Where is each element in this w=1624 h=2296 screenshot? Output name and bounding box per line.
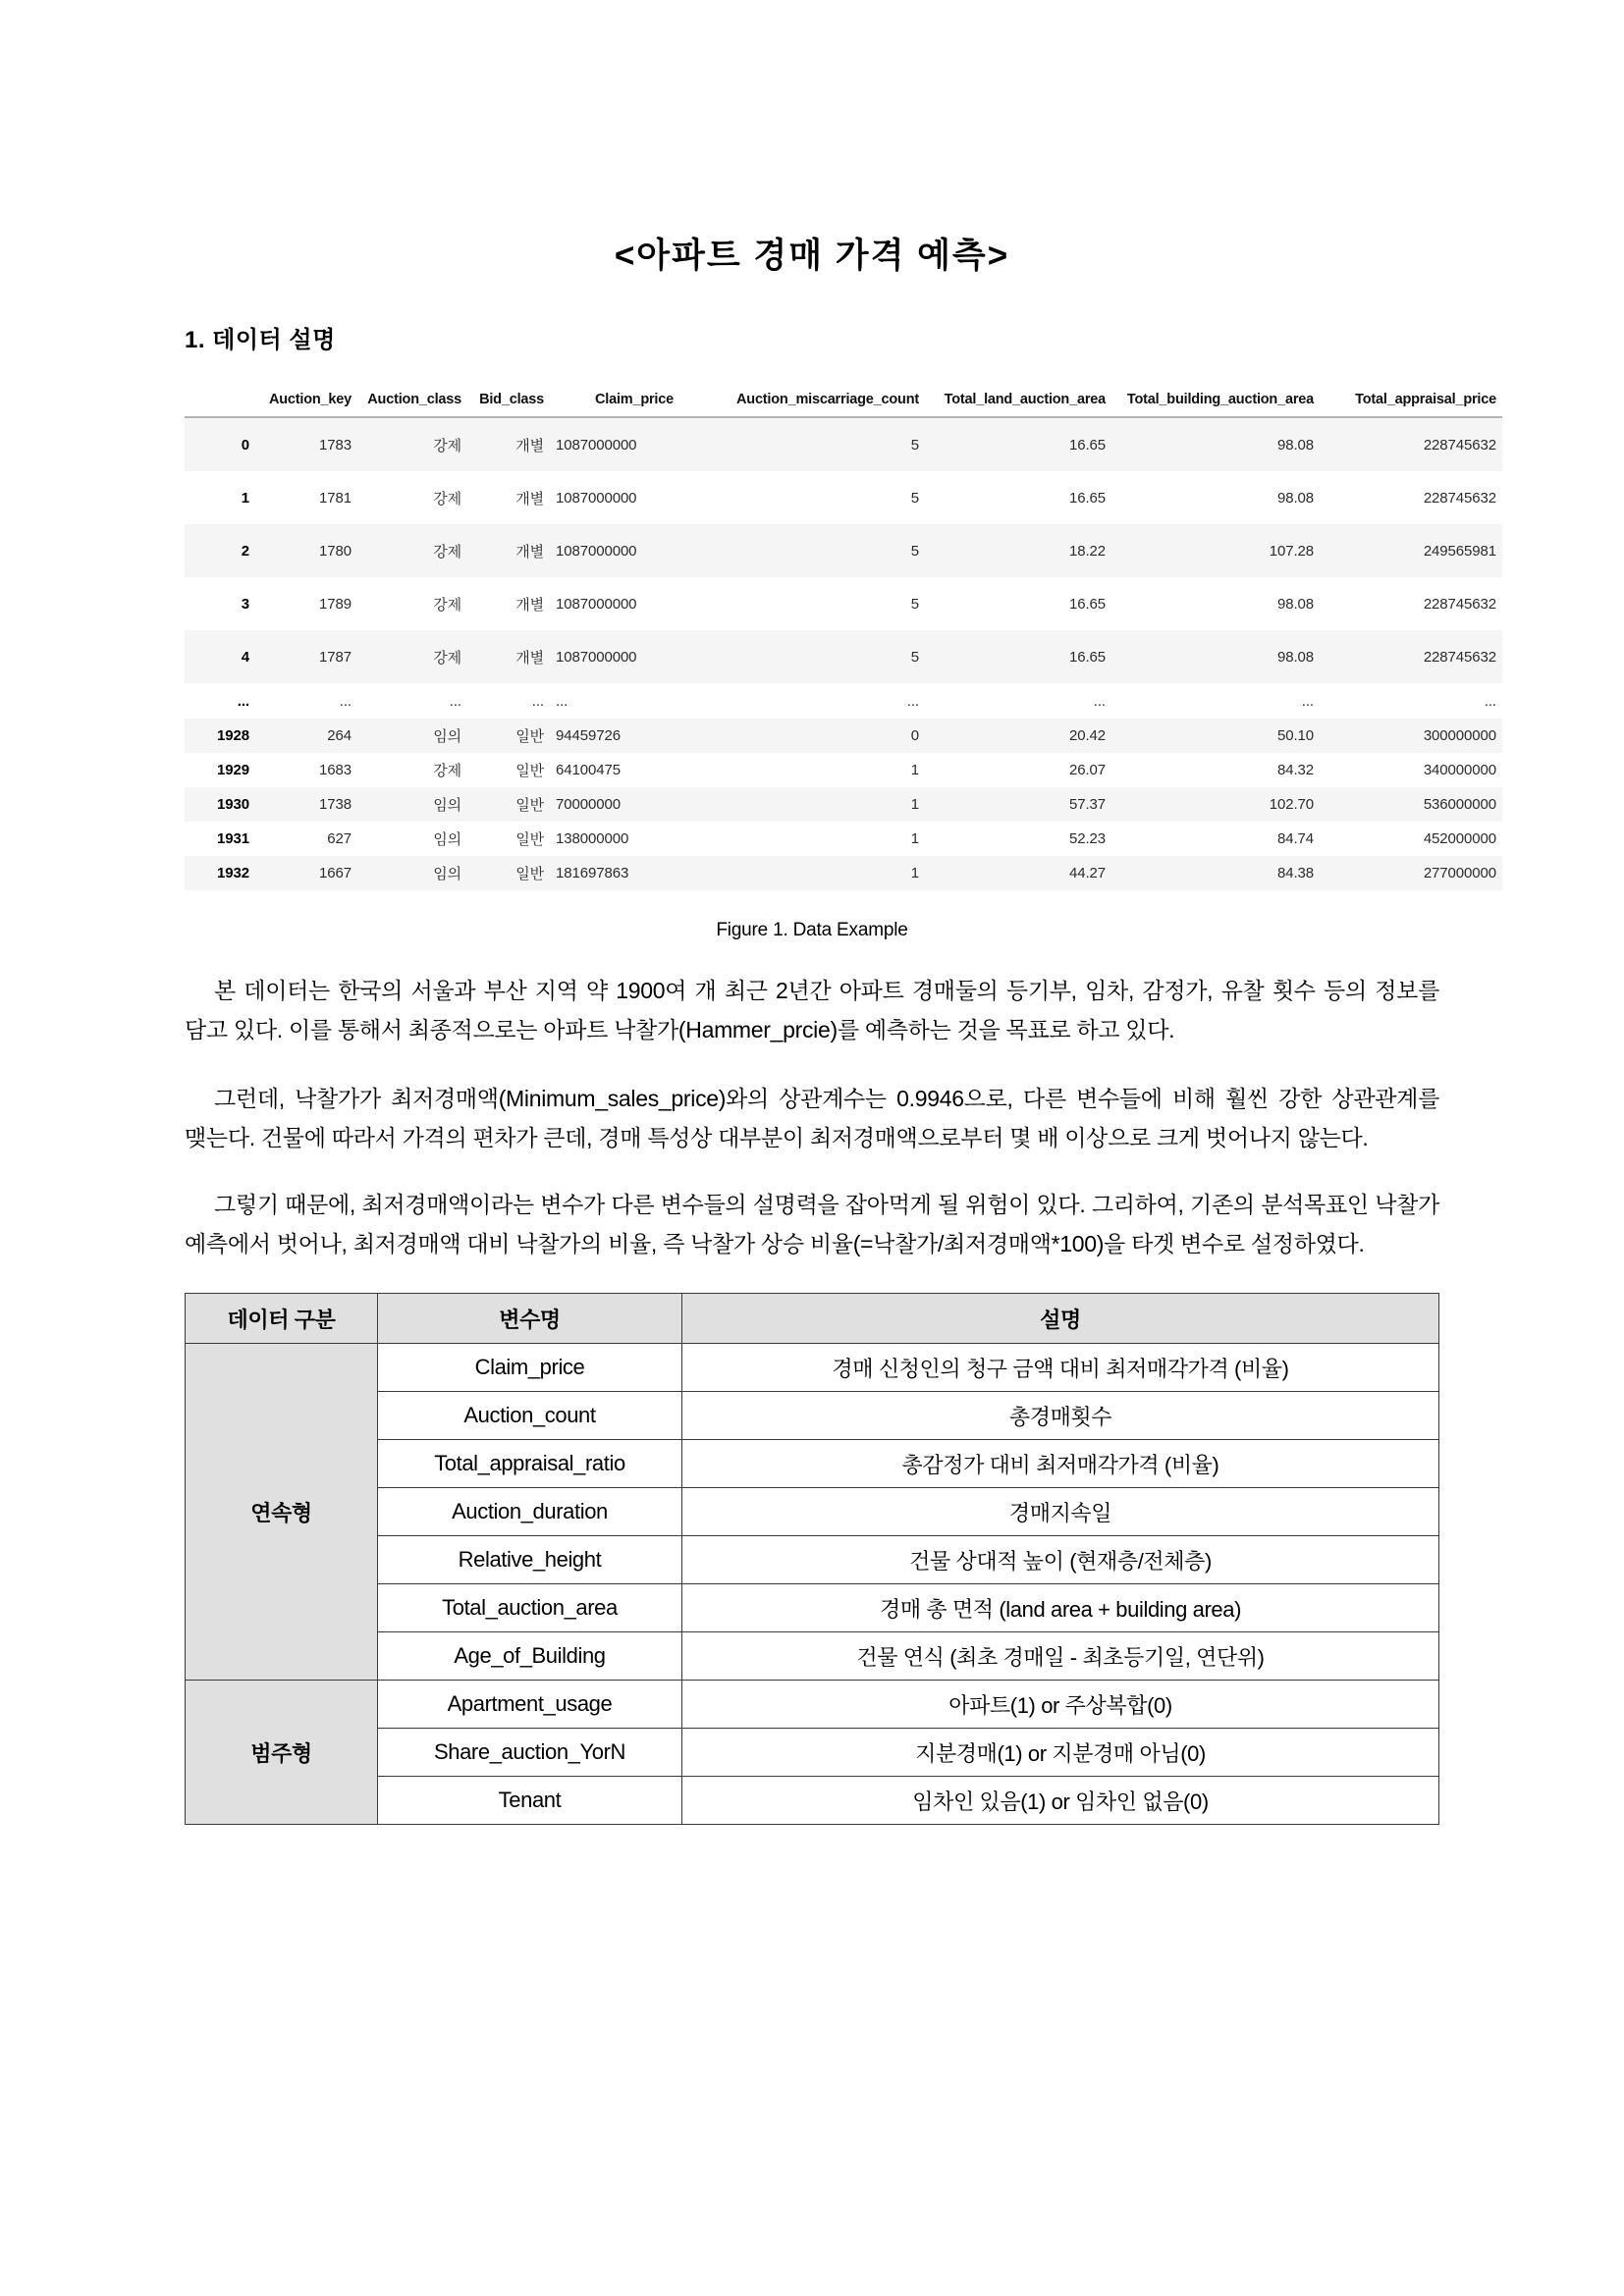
table-row <box>185 822 1502 856</box>
cell-bid-class: 일반 <box>515 728 544 745</box>
cell-auction-key: 1780 <box>319 542 352 560</box>
column-header-auction-key: Auction_key <box>255 392 357 417</box>
cell-appraisal-price: 300000000 <box>1423 727 1496 744</box>
row-index: 4 <box>241 648 249 666</box>
row-index: 1932 <box>217 865 249 881</box>
variable-description: 아파트(1) or 주상복합(0) <box>682 1681 1439 1729</box>
cell-land-area: 16.65 <box>1068 648 1106 666</box>
cell-auction-key: 1783 <box>319 436 352 454</box>
column-header-land-area: Total_land_auction_area <box>925 392 1111 417</box>
header-variable-name: 변수명 <box>378 1294 682 1344</box>
cell-auction-class: 강제 <box>433 490 461 507</box>
dataframe-table <box>185 392 1502 890</box>
cell-auction-key: 1667 <box>319 865 352 881</box>
cell-auction-key: 1738 <box>319 796 352 813</box>
row-index: 1929 <box>217 762 249 778</box>
cell-land-area: 44.27 <box>1068 865 1106 881</box>
variable-name: Auction_duration <box>378 1488 682 1536</box>
cell-building-area: 98.08 <box>1276 595 1314 613</box>
cell-auction-key: ... <box>339 692 352 710</box>
cell-auction-class: 임의 <box>433 797 461 814</box>
cell-auction-key: 264 <box>327 727 352 744</box>
cell-auction-key: 1789 <box>319 595 352 613</box>
cell-building-area: 102.70 <box>1269 796 1314 813</box>
cell-claim-price: 1087000000 <box>556 648 637 666</box>
cell-auction-class: 임의 <box>433 831 461 848</box>
variable-name: Relative_height <box>378 1536 682 1584</box>
cell-building-area: 98.08 <box>1276 648 1314 666</box>
cell-land-area: 18.22 <box>1068 542 1106 560</box>
cell-appraisal-price: 536000000 <box>1423 796 1496 813</box>
row-index: 1930 <box>217 796 249 813</box>
cell-appraisal-price: 228745632 <box>1423 595 1496 613</box>
variable-name: Share_auction_YorN <box>378 1729 682 1777</box>
column-header-claim-price: Claim_price <box>550 392 679 417</box>
paragraph-target-variable: 그렇기 때문에, 최저경매액이라는 변수가 다른 변수들의 설명력을 잡아먹게 될 위험이 있다. 그리하여, 기존의 분석목표인 낙찰가 예측에서 벗어나, 최저경매액 대비 낙찰가의 비율, 즉 낙찰가 상승 비율(=낙찰가/최저경매액*100)을 타겟 변수로 설정하였다. <box>185 1192 1439 1257</box>
variable-description: 총감정가 대비 최저매각가격 (비율) <box>682 1440 1439 1488</box>
cell-auction-class: ... <box>449 692 461 710</box>
dataframe-figure <box>185 392 1496 890</box>
cell-auction-key: 1781 <box>319 489 352 507</box>
table-row <box>185 471 1502 524</box>
figure-caption: Figure 1. Data Example <box>716 920 908 940</box>
cell-land-area: 16.65 <box>1068 595 1106 613</box>
cell-building-area: 84.38 <box>1276 865 1314 881</box>
table-row <box>185 753 1502 787</box>
paragraph-correlation: 그런데, 낙찰가가 최저경매액(Minimum_sales_price)와의 상관계수는 0.9946으로, 다른 변수들에 비해 훨씬 강한 상관관계를 맺는다. 건물에 따라서 가격의 편차가 큰데, 경매 특성상 대부분이 최저경매액으로부터 몇 배 이상으로 크게 벗어나지 않는다. <box>185 1086 1439 1151</box>
cell-building-area: 107.28 <box>1269 542 1314 560</box>
variable-table-header <box>186 1294 1439 1344</box>
variable-description: 총경매횟수 <box>682 1392 1439 1440</box>
cell-appraisal-price: 452000000 <box>1423 830 1496 847</box>
variable-description: 임차인 있음(1) or 임차인 없음(0) <box>682 1777 1439 1825</box>
cell-appraisal-price: 249565981 <box>1423 542 1496 560</box>
cell-bid-class: ... <box>531 692 544 710</box>
cell-miscarriage-count: 5 <box>910 436 919 454</box>
cell-building-area: 50.10 <box>1276 727 1314 744</box>
dataframe-body <box>185 417 1502 890</box>
header-description: 설명 <box>682 1294 1439 1344</box>
table-row <box>185 719 1502 753</box>
cell-building-area: 98.08 <box>1276 436 1314 454</box>
cell-bid-class: 일반 <box>515 831 544 848</box>
table-row <box>185 417 1502 471</box>
table-row <box>185 787 1502 822</box>
column-header-miscarriage: Auction_miscarriage_count <box>679 392 925 417</box>
row-index: ... <box>237 692 249 710</box>
cell-land-area: 26.07 <box>1068 762 1106 778</box>
cell-claim-price: 1087000000 <box>556 436 637 454</box>
cell-appraisal-price: 228745632 <box>1423 648 1496 666</box>
cell-claim-price: ... <box>556 692 568 710</box>
cell-auction-class: 강제 <box>433 543 461 561</box>
cell-auction-class: 강제 <box>433 596 461 614</box>
column-header-auction-class: Auction_class <box>357 392 467 417</box>
cell-bid-class: 일반 <box>515 797 544 814</box>
variable-description: 지분경매(1) or 지분경매 아님(0) <box>682 1729 1439 1777</box>
cell-miscarriage-count: 0 <box>910 727 919 744</box>
row-index: 0 <box>241 436 249 454</box>
row-index: 1931 <box>217 830 249 847</box>
variable-description-table-wrap <box>185 1293 1439 1825</box>
page-title: <아파트 경매 가격 예측> <box>614 237 1010 275</box>
cell-miscarriage-count: 5 <box>910 489 919 507</box>
paragraph-data-overview: 본 데이터는 한국의 서울과 부산 지역 약 1900여 개 최근 2년간 아파트 경매둘의 등기부, 임차, 감정가, 유찰 횟수 등의 정보를 담고 있다. 이를 통해서 최종적으로는 아파트 낙찰가(Hammer_prcie)를 예측하는 것을 목표로 하고 있다. <box>185 978 1439 1043</box>
cell-bid-class: 개별 <box>515 543 544 561</box>
variable-description: 경매 신청인의 청구 금액 대비 최저매각가격 (비율) <box>682 1344 1439 1392</box>
header-data-category: 데이터 구분 <box>186 1294 378 1344</box>
cell-bid-class: 개별 <box>515 596 544 614</box>
row-index: 1 <box>241 489 249 507</box>
cell-miscarriage-count: 5 <box>910 542 919 560</box>
section-heading-data-description: 1. 데이터 설명 <box>185 327 336 353</box>
variable-description: 경매지속일 <box>682 1488 1439 1536</box>
column-header-building-area: Total_building_auction_area <box>1111 392 1320 417</box>
cell-bid-class: 개별 <box>515 649 544 667</box>
variable-description-table <box>185 1293 1439 1825</box>
cell-claim-price: 1087000000 <box>556 489 637 507</box>
cell-bid-class: 일반 <box>515 763 544 779</box>
column-header-appraisal-price: Total_appraisal_price <box>1320 392 1502 417</box>
cell-land-area: 20.42 <box>1068 727 1106 744</box>
variable-name: Apartment_usage <box>378 1681 682 1729</box>
cell-auction-key: 1683 <box>319 762 352 778</box>
cell-auction-key: 627 <box>327 830 352 847</box>
cell-miscarriage-count: 5 <box>910 648 919 666</box>
variable-name: Total_auction_area <box>378 1584 682 1632</box>
row-index: 3 <box>241 595 249 613</box>
cell-claim-price: 70000000 <box>556 796 621 813</box>
table-row <box>186 1681 1439 1729</box>
table-row-ellipsis <box>185 683 1502 719</box>
variable-header-row <box>186 1294 1439 1344</box>
cell-bid-class: 개별 <box>515 490 544 507</box>
variable-table-body <box>186 1344 1439 1825</box>
cell-appraisal-price: 340000000 <box>1423 762 1496 778</box>
variable-name: Tenant <box>378 1777 682 1825</box>
table-row <box>185 630 1502 683</box>
cell-appraisal-price: 228745632 <box>1423 489 1496 507</box>
cell-miscarriage-count: 1 <box>910 865 919 881</box>
variable-description: 건물 상대적 높이 (현재층/전체층) <box>682 1536 1439 1584</box>
variable-name: Auction_count <box>378 1392 682 1440</box>
column-header-bid-class: Bid_class <box>467 392 550 417</box>
variable-description: 경매 총 면적 (land area + building area) <box>682 1584 1439 1632</box>
table-row <box>185 856 1502 890</box>
cell-auction-class: 강제 <box>433 437 461 454</box>
cell-building-area: 98.08 <box>1276 489 1314 507</box>
cell-claim-price: 1087000000 <box>556 542 637 560</box>
row-index: 1928 <box>217 727 249 744</box>
cell-claim-price: 64100475 <box>556 762 621 778</box>
cell-bid-class: 일반 <box>515 866 544 882</box>
cell-land-area: ... <box>1093 692 1106 710</box>
cell-auction-class: 임의 <box>433 728 461 745</box>
dataframe-index-header <box>185 392 255 417</box>
cell-land-area: 16.65 <box>1068 489 1106 507</box>
variable-name: Total_appraisal_ratio <box>378 1440 682 1488</box>
cell-claim-price: 181697863 <box>556 865 629 881</box>
cell-land-area: 57.37 <box>1068 796 1106 813</box>
cell-building-area: 84.32 <box>1276 762 1314 778</box>
variable-name: Claim_price <box>378 1344 682 1392</box>
table-row <box>185 524 1502 577</box>
cell-miscarriage-count: 5 <box>910 595 919 613</box>
cell-appraisal-price: 228745632 <box>1423 436 1496 454</box>
cell-miscarriage-count: 1 <box>910 796 919 813</box>
cell-miscarriage-count: ... <box>906 692 919 710</box>
cell-bid-class: 개별 <box>515 437 544 454</box>
row-index: 2 <box>241 542 249 560</box>
cell-appraisal-price: 277000000 <box>1423 865 1496 881</box>
cell-building-area: 84.74 <box>1276 830 1314 847</box>
cell-claim-price: 94459726 <box>556 727 621 744</box>
cell-auction-class: 임의 <box>433 866 461 882</box>
cell-miscarriage-count: 1 <box>910 762 919 778</box>
variable-description: 건물 연식 (최초 경매일 - 최초등기일, 연단위) <box>682 1632 1439 1681</box>
cell-miscarriage-count: 1 <box>910 830 919 847</box>
table-row <box>185 577 1502 630</box>
dataframe-header <box>185 392 1502 417</box>
dataframe-header-row <box>185 392 1502 417</box>
cell-claim-price: 138000000 <box>556 830 629 847</box>
group-label-continuous: 연속형 <box>186 1344 378 1681</box>
table-row <box>186 1344 1439 1392</box>
variable-name: Age_of_Building <box>378 1632 682 1681</box>
cell-land-area: 52.23 <box>1068 830 1106 847</box>
cell-auction-key: 1787 <box>319 648 352 666</box>
group-label-categorical: 범주형 <box>186 1681 378 1825</box>
cell-auction-class: 강제 <box>433 763 461 779</box>
cell-land-area: 16.65 <box>1068 436 1106 454</box>
cell-auction-class: 강제 <box>433 649 461 667</box>
cell-building-area: ... <box>1301 692 1314 710</box>
cell-claim-price: 1087000000 <box>556 595 637 613</box>
cell-appraisal-price: ... <box>1484 692 1496 710</box>
